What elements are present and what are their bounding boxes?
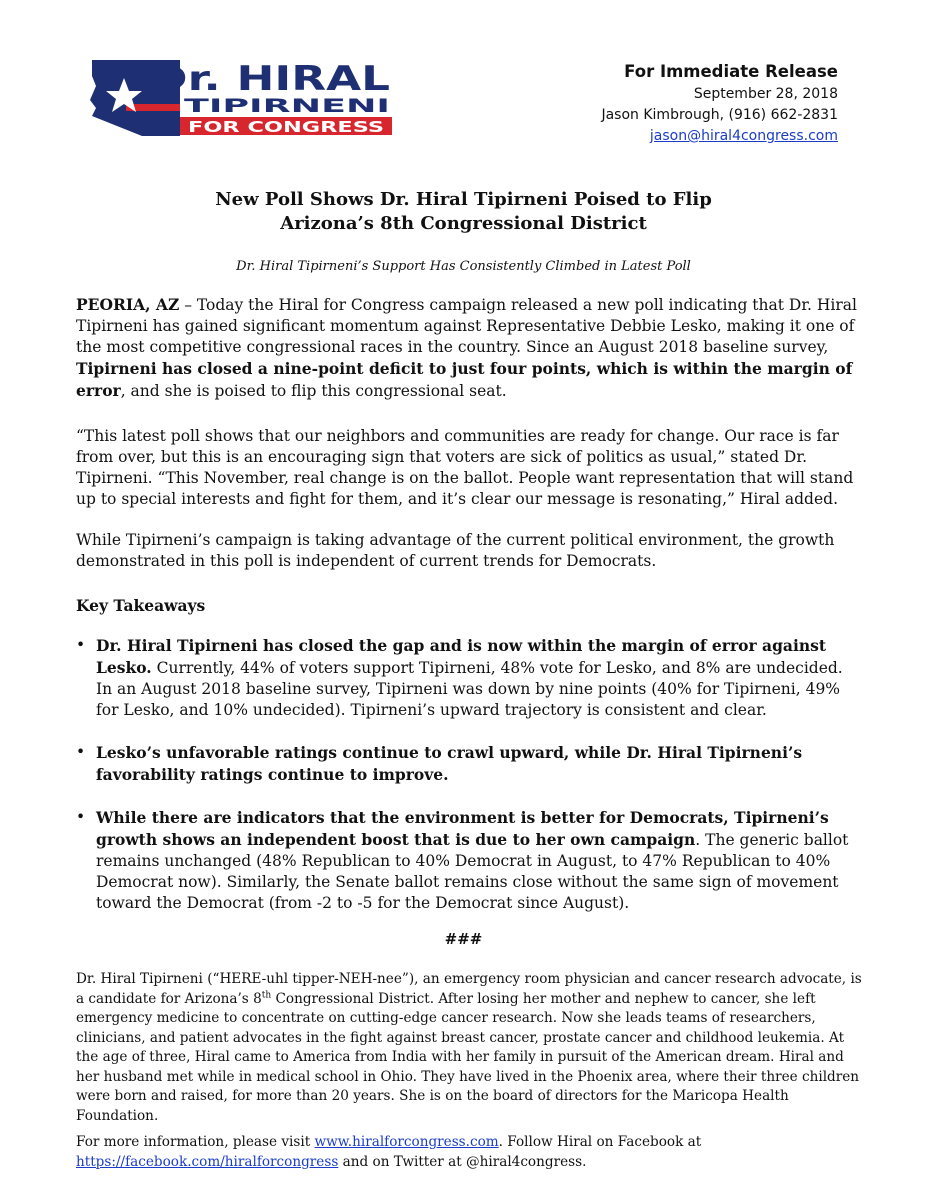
logo-line3: FOR CONGRESS bbox=[188, 118, 384, 136]
bullet-marker: • bbox=[76, 808, 86, 826]
bullet-marker: • bbox=[76, 636, 86, 654]
bullet-text: Currently, 44% of voters support Tipirneni, 48% vote for Lesko, and 8% are undecided. In an August 2018 baseline survey, Tipirneni was down by nine points (40% for Tipirneni, 49% for Lesko, and 10% undecided). Tipirneni’s upward trajectory is consistent and clear. bbox=[96, 659, 843, 719]
key-takeaways-heading: Key Takeaways bbox=[76, 596, 206, 615]
website-link[interactable]: www.hiralforcongress.com bbox=[314, 1134, 499, 1150]
paragraph-context: While Tipirneni’s campaign is taking advantage of the current political environment, the growth demonstrated in this poll is independent of current trends for Democrats. bbox=[76, 531, 835, 570]
logo-line1: Dr. HIRAL bbox=[150, 59, 390, 99]
intro-text-b: , and she is poised to flip this congressional seat. bbox=[120, 382, 507, 400]
headline bbox=[0, 188, 927, 236]
release-label: For Immediate Release bbox=[624, 62, 838, 81]
more-text-c: and on Twitter at @hiral4congress. bbox=[338, 1153, 587, 1170]
more-text-b: . Follow Hiral on Facebook at bbox=[498, 1134, 702, 1150]
dateline: PEORIA, AZ bbox=[76, 295, 180, 314]
contact-email-link[interactable]: jason@hiral4congress.com bbox=[649, 128, 838, 144]
bullet-bold: Dr. Hiral Tipirneni has closed the gap and is now within the margin of error against Lesko. bbox=[96, 636, 826, 677]
takeaways-list bbox=[76, 635, 858, 935]
list-item bbox=[76, 635, 858, 721]
more-info bbox=[76, 1133, 866, 1172]
release-date: September 28, 2018 bbox=[693, 86, 838, 102]
subheadline: Dr. Hiral Tipirneni’s Support Has Consistently Climbed in Latest Poll bbox=[236, 259, 691, 274]
intro-text-a: – Today the Hiral for Congress campaign released a new poll indicating that Dr. Hiral Tipirneni has gained significant momentum against Representative Debbie Lesko, making it one of the most competitive congressional races in the country. Since an August 2018 baseline survey, bbox=[76, 296, 857, 356]
headline-line1: New Poll Shows Dr. Hiral Tipirneni Poised to Flip bbox=[215, 189, 712, 210]
bullet-bold: While there are indicators that the environment is better for Democrats, Tipirneni’s growth shows an independent boost that is due to her own campaign bbox=[96, 808, 829, 849]
contact-person: Jason Kimbrough, (916) 662-2831 bbox=[601, 107, 838, 123]
section-separator: ### bbox=[444, 930, 483, 948]
list-item bbox=[76, 807, 858, 914]
facebook-link[interactable]: https://facebook.com/hiralforcongress bbox=[76, 1153, 339, 1170]
bullet-text: . The generic ballot remains unchanged (48% Republican to 40% Democrat in August, to 47% Republican to 40% Democrat now). Similarly, the Senate ballot remains close without the same sign of movement toward the Democrat (from -2 to -5 for the Democrat since August). bbox=[96, 831, 849, 912]
contact-block bbox=[601, 60, 838, 147]
bio-text-b: Congressional District. After losing her mother and nephew to cancer, she left emergency medicine to concentrate on cutting-edge cancer research. Now she leads teams of researchers, clinicians, and patient advocates in the fight against breast cancer, prostate cancer and childhood leukemia. At the age of three, Hiral came to America from India with her family in pursuit of the American dream. Hiral and her husband met while in medical school in Ohio. They have lived in the Phoenix area, where their three children were born and raised, for more than 20 years. She is on the board of directors for the Maricopa Health Foundation. bbox=[76, 990, 860, 1124]
bio-superscript: th bbox=[261, 989, 272, 1000]
candidate-bio bbox=[76, 970, 866, 1126]
list-item bbox=[76, 742, 858, 786]
paragraph-intro bbox=[76, 294, 858, 402]
paragraph-quote: “This latest poll shows that our neighbors and communities are ready for change. Our race is far from over, but this is an encouraging sign that voters are sick of politics as usual,” stated Dr. Tipirneni. “This November, real change is on the ballot. People want representation that will stand up to special interests and fight for them, and it’s clear our message is resonating,” Hiral added. bbox=[76, 427, 854, 508]
headline-line2: Arizona’s 8th Congressional District bbox=[280, 213, 647, 234]
logo-line2: TIPIRNENI bbox=[184, 95, 390, 117]
bio-text-a: Dr. Hiral Tipirneni (“HERE-uhl tipper-NEH-nee”), an emergency room physician and cancer research advocate, is a candidate for Arizona’s 8 bbox=[76, 971, 862, 1007]
more-text-a: For more information, please visit bbox=[76, 1134, 315, 1150]
bullet-marker: • bbox=[76, 743, 86, 761]
bullet-bold: Lesko’s unfavorable ratings continue to crawl upward, while Dr. Hiral Tipirneni’s favorability ratings continue to improve. bbox=[96, 743, 803, 784]
intro-bold: Tipirneni has closed a nine-point deficit to just four points, which is within the margin of error bbox=[76, 359, 853, 400]
campaign-logo bbox=[84, 56, 396, 140]
